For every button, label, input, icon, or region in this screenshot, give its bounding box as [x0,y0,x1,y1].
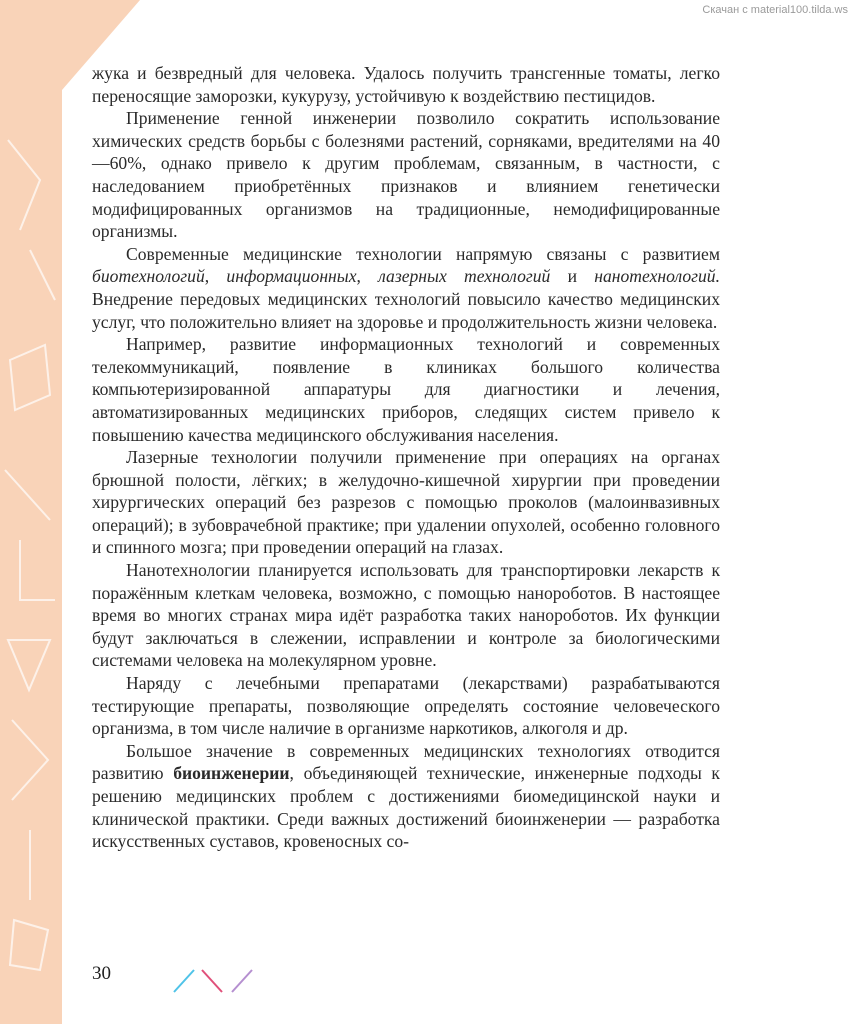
decorative-side-strip [0,0,62,1024]
paragraph-3 [92,243,720,333]
paragraph-2: Применение генной инженерии позволило сократить использование химических средств борьбы с болезнями растений, сорняками, вредителями на 40—60%, однако привело к другим проблемам, связанным, в частности, с наследованием приобретённых признаков и влиянием генетически модифицированных организмов на традиционные, немодифицированные организмы. [92,108,720,242]
footer-slash-marks [168,966,268,994]
paragraph-8 [92,740,720,853]
paragraph-8-text: Большое значение в современных медицинских технологиях отводится развитию [92,740,720,784]
paragraph-8-rest: , объединяющей технические, инженерные подходы к решению медицинских проблем с достижениями биомедицинской науки и клинической практики. Среди важных достижений биоинженерии — разработка искусственных суставов, кровеносных со- [92,763,720,852]
paragraph-4: Например, развитие информационных технологий и современных телекоммуникаций, появление в клиниках большого количества компьютеризированной аппаратуры для диагностики и лечения, автоматизированных медицинских приборов, следящих систем привело к повышению качества медицинского обслуживания населения. [92,334,720,445]
paragraph-5: Лазерные технологии получили применение при операциях на органах брюшной полости, лёгких; в желудочно-кишечной хирургии при проведении хирургических операций без разрезов с помощью проколов (малоинвазивных операций); в зубоврачебной практике; при удалении опухолей, особенно головного и спинного мозга; при проведении операций на глазах. [92,447,720,558]
paragraph-3-sep-3: и [550,266,595,287]
paragraph-3-text: Современные медицинские технологии напрямую связаны с развитием [126,243,720,264]
download-watermark: Скачан с material100.tilda.ws [702,4,848,16]
slash-mark-pink [202,970,222,992]
geometric-pattern [0,0,62,1024]
term-laser: лазерных технологий [378,266,551,287]
term-bioengineering: биоинженерии [173,763,290,784]
paragraph-1: жука и безвредный для человека. Удалось получить трансгенные томаты, легко переносящие заморозки, кукурузу, устойчивую к воздействию пестицидов. [92,63,720,106]
slash-mark-cyan [174,970,194,992]
term-info: информационных [226,266,357,287]
paragraph-6: Нанотехнологии планируется использовать для транспортировки лекарств к поражённым клеткам человека, возможно, с помощью нанороботов. В настоящее время во многих странах мира идёт разработка таких нанороботов. Их функции будут заключаться в слежении, исправлении и контроле за биологическими системами человека на молекулярном уровне. [92,560,720,671]
paragraph-3-rest: Внедрение передовых медицинских технологий повысило качество медицинских услуг, что положительно влияет на здоровье и продолжительность жизни человека. [92,288,720,332]
term-nano: нанотехнологий. [594,266,721,287]
slash-mark-purple [232,970,252,992]
paragraph-3-sep-1: , [204,266,227,287]
page-body [92,62,720,853]
paragraph-3-sep-2: , [356,266,379,287]
paragraph-7: Наряду с лечебными препаратами (лекарствами) разрабатываются тестирующие препараты, позволяющие определять состояние человеческого организма, в том числе наличие в организме наркотиков, алкоголя и др. [92,673,720,739]
term-biotech: биотехнологий [92,266,205,287]
page-number: 30 [92,963,111,984]
